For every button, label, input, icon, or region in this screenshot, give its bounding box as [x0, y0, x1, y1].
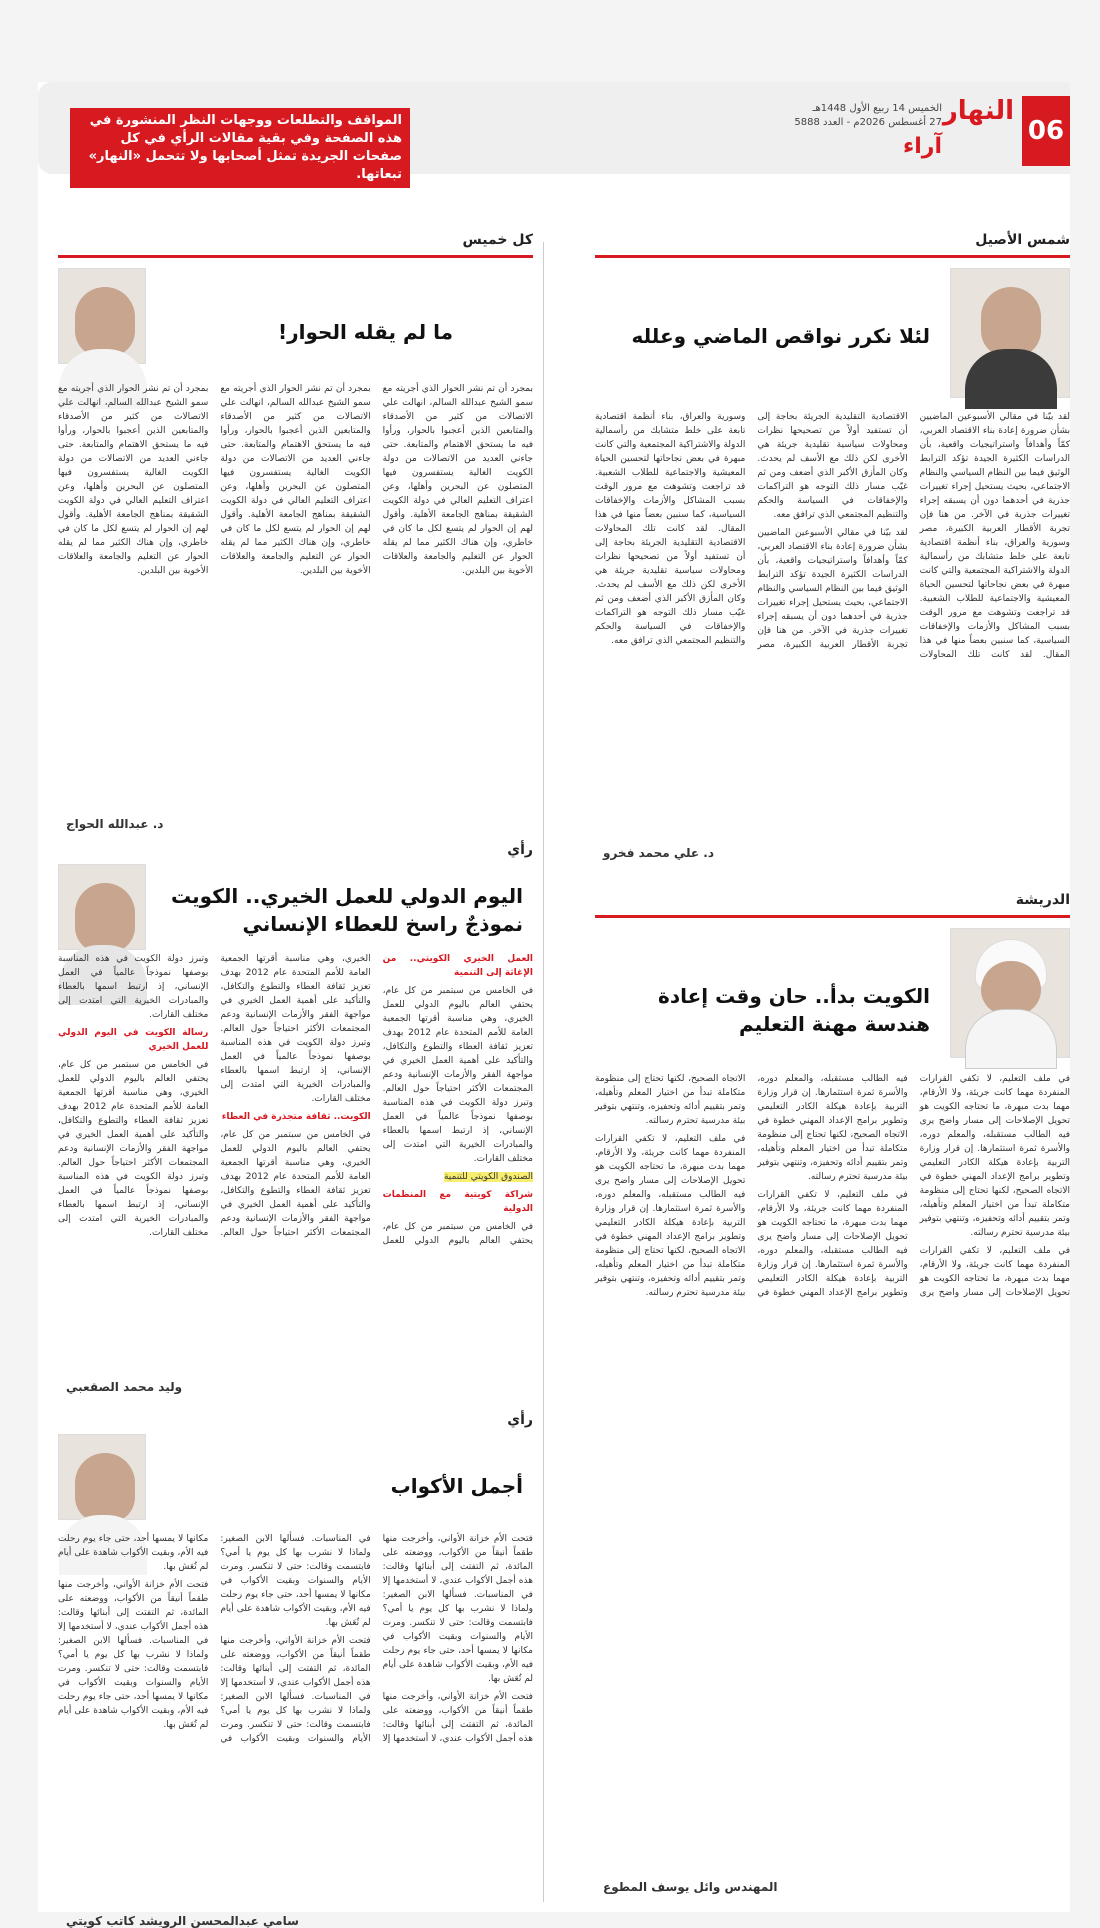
article-2-column-name: كل خميس — [462, 232, 533, 248]
article-4-title: اليوم الدولي للعمل الخيري.. الكويت نموذجٌ راسخ للعطاء الإنساني — [170, 884, 523, 936]
article-4-subhead-2: رسالة الكويت في اليوم الدولي للعمل الخيري — [58, 1028, 209, 1052]
page-number: 06 — [1027, 116, 1065, 146]
article-3-text-cont2: في ملف التعليم، لا تكفي القرارات المنفردة مهما كانت جريئة، ولا الأرقام، مهما بدت مبهرة، ما تحتاجه الكويت هو تحويل الإصلاحات إلى مسار واضح يرى فيه الطالب مستقبله، والمعلم دوره، والأسرة ثمرة استثمارها. إن قرار وزارة التربية بإعادة هيكلة الكادر التعليمي وتطوير برامج الإعداد المهني خطوة في الاتجاه الصحيح، لكنها تحتاج إلى منظومة متكاملة تبدأ من اختيار المعلم وتأهيله، وتمر بتقييم أدائه وتحفيزه، وتنتهي بتوفير بيئة مدرسية تحترم رسالته. — [595, 1074, 908, 1298]
article-1-body — [595, 410, 1070, 840]
article-4 — [58, 842, 533, 1402]
newspaper-page — [38, 82, 1070, 1928]
article-4-section-label: رأي — [507, 842, 533, 858]
article-1-text: لقد بيّنا في مقالي الأسبوعين الماضيين بشأن ضرورة إعادة بناء الاقتصاد العربي، كمّاً وأهدافاً واستراتيجيات واقعية، بأن الدراسات الكثيرة الجيدة تؤكد الترابط الوثيق فيما بين النظام السياسي والنظام الاجتماعي، بحيث يستحيل إجراء تغييرات جذرية في أحدهما دون أن يسبقه إجراء تغييرات جذرية في الآخر. من هنا فإن تجربة الأقطار العربية الكبيرة، مصر وسورية والعراق، بناء أنظمة اقتصادية تابعة على خلط متشابك من رأسمالية الدولة والاشتراكية المجتمعية والتي كانت مبهرة في بعض نجاحاتها لتحسين الحياة المعيشية والاجتماعية للطلاب الشعبية. قد تراجعت وتشوهت مع مرور الوقت بسبب المشاكل والأزمات والإخفاقات السياسية، كما سنبين بعضاً منها في هذا المقال. لقد كانت تلك المحاولات الاقتصادية التقليدية الجريئة بحاجة إلى أن تستفيد أولاً من تصحيحها نظرات ومحاولات سياسية تقليدية جريئة هي الأخرى لكن ذلك مع الأسف لم يحدث. وكان المأزق الأكبر الذي أضعف ومن ثم غيّب مسار ذلك التوجه هو التراكمات والإخفاقات في السياسة والحكم والتنظيم المجتمعي الذي ترافق معه. — [757, 412, 1070, 660]
article-5-text-cont2: فتحت الأم خزانة الأواني، وأخرجت منها طقماً أنيقاً من الأكواب، ووضعته على المائدة، ثم التفتت إلى أبنائها وقالت: هذه أجمل الأكواب عندي، لا أستخدمها إلا في المناسبات. فسألها الابن الصغير: ولماذا لا نشرب بها كل يوم يا أمي؟ فابتسمت وقالت: حتى لا تنكسر. ومرت الأيام والسنوات وبقيت الأكواب في مكانها لا يمسها أحد، حتى جاء يوم رحلت فيه الأم، وبقيت الأكواب شاهدة على أيام لم تُعَش بها. — [58, 1534, 371, 1744]
article-4-signature: وليد محمد الصقعبي — [66, 1380, 183, 1394]
article-3-author-row — [595, 892, 1070, 918]
page-header — [38, 82, 1070, 182]
article-3 — [595, 892, 1070, 1902]
article-1-author-row — [595, 232, 1070, 258]
article-4-body — [58, 952, 533, 1372]
author-photo — [950, 268, 1070, 398]
article-1-text-cont: لقد بيّنا في مقالي الأسبوعين الماضيين بشأن ضرورة إعادة بناء الاقتصاد العربي، كمّاً وأهدافاً واستراتيجيات واقعية، بأن الدراسات الكثيرة الجيدة تؤكد الترابط الوثيق فيما بين النظام السياسي والنظام الاجتماعي، بحيث يستحيل إجراء تغييرات جذرية في أحدهما دون أن يسبقه إجراء تغييرات جذرية في الآخر. من هنا فإن تجربة الأقطار العربية الكبيرة، مصر وسورية والعراق، بناء أنظمة اقتصادية تابعة على خلط متشابك من رأسمالية الدولة والاشتراكية المجتمعية والتي كانت مبهرة في بعض نجاحاتها لتحسين الحياة المعيشية والاجتماعية للطلاب الشعبية. قد تراجعت وتشوهت مع مرور الوقت بسبب المشاكل والأزمات والإخفاقات السياسية، كما سنبين بعضاً منها في هذا المقال. لقد كانت تلك المحاولات الاقتصادية التقليدية الجريئة بحاجة إلى أن تستفيد أولاً من تصحيحها نظرات ومحاولات سياسية تقليدية جريئة هي الأخرى لكن ذلك مع الأسف لم يحدث. وكان المأزق الأكبر الذي أضعف ومن ثم غيّب مسار ذلك التوجه هو التراكمات والإخفاقات في السياسة والحكم والتنظيم المجتمعي الذي ترافق معه. — [595, 412, 908, 650]
article-2-text: بمجرد أن تم نشر الحوار الذي أجريته مع سمو الشيخ عبدالله السالم، انهالت علي الاتصالات من كثير من الأصدقاء والمتابعين الذين أعجبوا بالحوار، ورأوا فيه ما يستحق الاهتمام والمتابعة. حتى جاءني العديد من الاتصالات من دولة الكويت الغالية يستفسرون فيها المتصلون عن البحرين وأهلها، وعن اعتراف التعليم العالي في دولة الكويت الشقيقة بمناهج الجامعة الأهلية. وأقول لهم إن الحوار لم يتسع لكل ما كان في خاطري، وإن هناك الكثير مما لم يقله الحوار عن التعليم والجامعة والعلاقات الأخوية بين البلدين. — [382, 384, 533, 576]
article-2-body — [58, 382, 533, 812]
article-2-author-row — [58, 232, 533, 258]
column-divider — [543, 242, 544, 1902]
article-3-text-cont: في ملف التعليم، لا تكفي القرارات المنفردة مهما كانت جريئة، ولا الأرقام، مهما بدت مبهرة، ما تحتاجه الكويت هو تحويل الإصلاحات إلى مسار واضح يرى فيه الطالب مستقبله، والمعلم دوره، والأسرة ثمرة استثمارها. إن قرار وزارة التربية بإعادة هيكلة الكادر التعليمي وتطوير برامج الإعداد المهني خطوة في الاتجاه الصحيح، لكنها تحتاج إلى منظومة متكاملة تبدأ من اختيار المعلم وتأهيله، وتمر بتقييم أدائه وتحفيزه، وتنتهي بتوفير بيئة مدرسية تحترم رسالته. — [757, 1074, 1070, 1298]
article-5-signature: سامي عبدالمحسن الرويشد كاتب كويتي — [66, 1914, 299, 1928]
highlight-fund: الصندوق الكويتي للتنمية — [443, 1172, 533, 1182]
article-4-subhead-3: الكويت.. ثقافة متجذرة في العطاء — [221, 1112, 371, 1122]
issue-date — [794, 102, 942, 130]
brand-logo: النهار — [942, 96, 1014, 126]
article-3-signature: المهندس وائل يوسف المطوع — [603, 1880, 778, 1894]
article-3-text-cont3: في ملف التعليم، لا تكفي القرارات المنفردة مهما كانت جريئة، ولا الأرقام، مهما بدت مبهرة، ما تحتاجه الكويت هو تحويل الإصلاحات إلى مسار واضح يرى فيه الطالب مستقبله، والمعلم دوره، والأسرة ثمرة استثمارها. إن قرار وزارة التربية بإعادة هيكلة الكادر التعليمي وتطوير برامج الإعداد المهني خطوة في الاتجاه الصحيح، لكنها تحتاج إلى منظومة متكاملة تبدأ من اختيار المعلم وتأهيله، وتمر بتقييم أدائه وتحفيزه، وتنتهي بتوفير بيئة مدرسية تحترم رسالته. — [595, 1134, 746, 1298]
article-2-title: ما لم يقله الحوار! — [278, 320, 453, 344]
article-1 — [595, 232, 1070, 872]
author-photo — [58, 1434, 146, 1520]
article-2-text-cont2: بمجرد أن تم نشر الحوار الذي أجريته مع سمو الشيخ عبدالله السالم، انهالت علي الاتصالات من كثير من الأصدقاء والمتابعين الذين أعجبوا بالحوار، ورأوا فيه ما يستحق الاهتمام والمتابعة. حتى جاءني العديد من الاتصالات من دولة الكويت الغالية يستفسرون فيها المتصلون عن البحرين وأهلها، وعن اعتراف التعليم العالي في دولة الكويت الشقيقة بمناهج الجامعة الأهلية. وأقول لهم إن الحوار لم يتسع لكل ما كان في خاطري، وإن هناك الكثير مما لم يقله الحوار عن التعليم والجامعة والعلاقات الأخوية بين البلدين. — [58, 384, 209, 576]
article-5-text-cont: فتحت الأم خزانة الأواني، وأخرجت منها طقماً أنيقاً من الأكواب، ووضعته على المائدة، ثم التفتت إلى أبنائها وقالت: هذه أجمل الأكواب عندي، لا أستخدمها إلا في المناسبات. فسألها الابن الصغير: ولماذا لا نشرب بها كل يوم يا أمي؟ فابتسمت وقالت: حتى لا تنكسر. ومرت الأيام والسنوات وبقيت الأكواب في مكانها لا يمسها أحد، حتى جاء يوم رحلت فيه الأم، وبقيت الأكواب شاهدة على أيام لم تُعَش بها. — [220, 1534, 533, 1744]
issue-date-hijri: الخميس 14 ربيع الأول 1448هـ — [812, 103, 942, 114]
article-1-title: لئلا نكرر نواقص الماضي وعلله — [631, 324, 930, 348]
article-5-text: فتحت الأم خزانة الأواني، وأخرجت منها طقماً أنيقاً من الأكواب، ووضعته على المائدة، ثم التفتت إلى أبنائها وقالت: هذه أجمل الأكواب عندي، لا أستخدمها إلا في المناسبات. فسألها الابن الصغير: ولماذا لا نشرب بها كل يوم يا أمي؟ فابتسمت وقالت: حتى لا تنكسر. ومرت الأيام والسنوات وبقيت الأكواب في مكانها لا يمسها أحد، حتى جاء يوم رحلت فيه الأم، وبقيت الأكواب شاهدة على أيام لم تُعَش بها. — [382, 1534, 533, 1684]
article-3-text: في ملف التعليم، لا تكفي القرارات المنفردة مهما كانت جريئة، ولا الأرقام، مهما بدت مبهرة، ما تحتاجه الكويت هو تحويل الإصلاحات إلى مسار واضح يرى فيه الطالب مستقبله، والمعلم دوره، والأسرة ثمرة استثمارها. إن قرار وزارة التربية بإعادة هيكلة الكادر التعليمي وتطوير برامج الإعداد المهني خطوة في الاتجاه الصحيح، لكنها تحتاج إلى منظومة متكاملة تبدأ من اختيار المعلم وتأهيله، وتمر بتقييم أدائه وتحفيزه، وتنتهي بتوفير بيئة مدرسية تحترم رسالته. — [919, 1074, 1070, 1238]
author-photo — [58, 864, 146, 950]
article-1-signature: د. علي محمد فخرو — [603, 846, 714, 860]
article-2 — [58, 232, 533, 832]
article-4-subhead-4: شراكة كويتية مع المنظمات الدولية — [382, 1190, 533, 1214]
article-3-column-name: الدريشة — [1015, 892, 1070, 908]
article-2-signature: د. عبدالله الحواج — [66, 817, 164, 831]
issue-date-gregorian: 27 أغسطس 2026م - العدد 5888 — [794, 117, 942, 128]
article-5-text-cont3: فتحت الأم خزانة الأواني، وأخرجت منها طقماً أنيقاً من الأكواب، ووضعته على المائدة، ثم التفتت إلى أبنائها وقالت: هذه أجمل الأكواب عندي، لا أستخدمها إلا في المناسبات. فسألها الابن الصغير: ولماذا لا نشرب بها كل يوم يا أمي؟ فابتسمت وقالت: حتى لا تنكسر. ومرت الأيام والسنوات وبقيت الأكواب في مكانها لا يمسها أحد، حتى جاء يوم رحلت فيه الأم، وبقيت الأكواب شاهدة على أيام لم تُعَش بها. — [58, 1580, 209, 1730]
article-4-text: في الخامس من سبتمبر من كل عام، يحتفي العالم باليوم الدولي للعمل الخيري، وهي مناسبة أقرتها الجمعية العامة للأمم المتحدة عام 2012 بهدف تعزيز ثقافة العطاء والتطوع والتكافل، والتأكيد على أهمية العمل الخيري في مواجهة الفقر والأزمات الإنسانية ودعم المجتمعات الأكثر احتياجاً حول العالم. وتبرز دولة الكويت في هذه المناسبة بوصفها نموذجاً عالمياً في العمل الإنساني، إذ ارتبط اسمها بالعطاء والمبادرات الخيرية التي امتدت إلى مختلف القارات. — [382, 986, 533, 1164]
article-2-text-cont: بمجرد أن تم نشر الحوار الذي أجريته مع سمو الشيخ عبدالله السالم، انهالت علي الاتصالات من كثير من الأصدقاء والمتابعين الذين أعجبوا بالحوار، ورأوا فيه ما يستحق الاهتمام والمتابعة. حتى جاءني العديد من الاتصالات من دولة الكويت الغالية يستفسرون فيها المتصلون عن البحرين وأهلها، وعن اعتراف التعليم العالي في دولة الكويت الشقيقة بمناهج الجامعة الأهلية. وأقول لهم إن الحوار لم يتسع لكل ما كان في خاطري، وإن هناك الكثير مما لم يقله الحوار عن التعليم والجامعة والعلاقات الأخوية بين البلدين. — [220, 384, 371, 576]
article-4-text-cont: في الخامس من سبتمبر من كل عام، يحتفي العالم باليوم الدولي للعمل الخيري، وهي مناسبة أقرتها الجمعية العامة للأمم المتحدة عام 2012 بهدف تعزيز ثقافة العطاء والتطوع والتكافل، والتأكيد على أهمية العمل الخيري في مواجهة الفقر والأزمات الإنسانية ودعم المجتمعات الأكثر احتياجاً حول العالم. وتبرز دولة الكويت في هذه المناسبة بوصفها نموذجاً عالمياً في العمل الإنساني، إذ ارتبط اسمها بالعطاء والمبادرات الخيرية التي امتدت إلى مختلف القارات. — [220, 954, 533, 1246]
article-5-body — [58, 1532, 533, 1912]
author-photo — [950, 928, 1070, 1058]
article-4-text-cont3: في الخامس من سبتمبر من كل عام، يحتفي العالم باليوم الدولي للعمل الخيري، وهي مناسبة أقرتها الجمعية العامة للأمم المتحدة عام 2012 بهدف تعزيز ثقافة العطاء والتطوع والتكافل، والتأكيد على أهمية العمل الخيري في مواجهة الفقر والأزمات الإنسانية ودعم المجتمعات الأكثر احتياجاً حول العالم. وتبرز دولة الكويت في هذه المناسبة بوصفها نموذجاً عالمياً في العمل الإنساني، إذ ارتبط اسمها بالعطاء والمبادرات الخيرية التي امتدت إلى مختلف القارات. — [58, 1060, 209, 1238]
left-column — [58, 232, 533, 1928]
article-5-section-label: رأي — [507, 1412, 533, 1428]
article-4-subhead-1: العمل الخيري الكويتي.. من الإغاثة إلى التنمية — [382, 954, 533, 978]
article-5 — [58, 1412, 533, 1928]
author-photo — [58, 268, 146, 364]
article-4-text-cont2: في الخامس من سبتمبر من كل عام، يحتفي العالم باليوم الدولي للعمل الخيري، وهي مناسبة أقرتها الجمعية العامة للأمم المتحدة عام 2012 بهدف تعزيز ثقافة العطاء والتطوع والتكافل، والتأكيد على أهمية العمل الخيري في مواجهة الفقر والأزمات الإنسانية ودعم المجتمعات الأكثر احتياجاً حول العالم. وتبرز دولة الكويت في هذه المناسبة بوصفها نموذجاً عالمياً في العمل الإنساني، إذ ارتبط اسمها بالعطاء والمبادرات الخيرية التي امتدت إلى مختلف القارات. — [58, 954, 371, 1238]
section-title: آراء — [903, 134, 942, 159]
article-3-body — [595, 1072, 1070, 1872]
article-3-title: الكويت بدأ.. حان وقت إعادة هندسة مهنة التعليم — [658, 984, 930, 1036]
disclaimer-banner: المواقف والتطلعات ووجهات النظر المنشورة في هذه الصفحة وفي بقية مقالات الرأي في كل صفحات الجريدة تمثل أصحابها ولا تتحمل «النهار» تبعاتها. — [70, 108, 410, 188]
article-5-title: أجمل الأكواب — [390, 1474, 523, 1498]
article-1-column-name: شمس الأصيل — [975, 232, 1070, 248]
right-column — [595, 232, 1070, 1894]
